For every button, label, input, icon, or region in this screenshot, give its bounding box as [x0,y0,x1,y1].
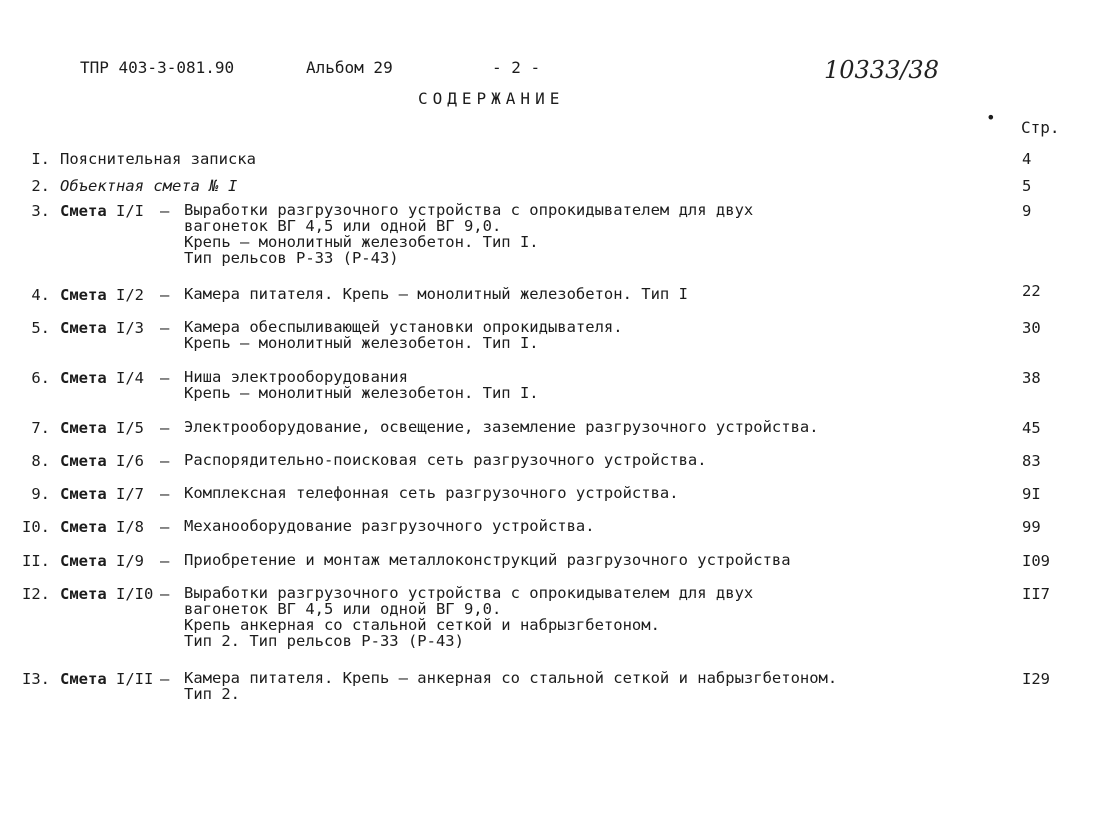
description-line: Тип 2. [184,685,240,703]
description-line: Крепь – монолитный железобетон. Тип I. [184,334,539,352]
description-line: Крепь – монолитный железобетон. Тип I. [184,384,539,402]
description-line: Крепь анкерная со стальной сеткой и набрызгбетоном. [184,616,660,634]
page-number: - 2 - [492,58,541,77]
entry-description [184,452,707,468]
description-line: Камера обеспыливающей установки опрокидывателя. [184,318,623,336]
entry-dash: – [160,319,170,337]
page-title: СОДЕРЖАНИЕ [418,89,565,108]
entry-page-number: 9I [1022,485,1041,503]
entry-label: Смета I/7 [60,485,144,503]
entry-page-number: I09 [1022,552,1050,570]
entry-label: Смета I/4 [60,369,144,387]
entry-page-number: 22 [1022,282,1041,300]
entry-description [184,319,623,351]
entry-label: Смета I/6 [60,452,144,470]
description-line: Распорядительно-поисковая сеть разгрузочного устройства. [184,451,707,469]
entry-number: 9. [31,485,50,503]
entry-page-number: 83 [1022,452,1041,470]
entry-number: I2. [22,585,50,603]
description-line: Электрооборудование, освещение, заземление разгрузочного устройства. [184,418,819,436]
entry-page-number: 4 [1022,150,1032,168]
entry-label: Смета I/II [60,670,154,688]
description-line: вагонеток ВГ 4,5 или одной ВГ 9,0. [184,217,502,235]
entry-dash: – [160,369,170,387]
entry-label: Смета I/5 [60,419,144,437]
entry-page-number: 5 [1022,177,1032,195]
entry-description [184,419,819,435]
entry-description [184,485,679,501]
entry-number: 2. [31,177,50,195]
document-code: ТПР 403-3-081.90 [80,58,235,77]
entry-page-number: I29 [1022,670,1050,688]
entry-label: Смета I/2 [60,286,144,304]
entry-number: 6. [31,369,50,387]
entry-label: Смета I/I [60,202,144,220]
entry-description [184,202,753,266]
entry-number: 7. [31,419,50,437]
description-line: вагонеток ВГ 4,5 или одной ВГ 9,0. [184,600,502,618]
entry-dash: – [160,585,170,603]
description-line: Крепь – монолитный железобетон. Тип I. [184,233,539,251]
entry-dash: – [160,452,170,470]
entry-number: 3. [31,202,50,220]
entry-number: 8. [31,452,50,470]
entry-description [184,518,595,534]
entry-dash: – [160,670,170,688]
entry-number: 4. [31,286,50,304]
entry-page-number: 99 [1022,518,1041,536]
entry-label: Смета I/8 [60,518,144,536]
entry-number: I3. [22,670,50,688]
description-line: Выработки разгрузочного устройства с опрокидывателем для двух [184,201,754,219]
entry-page-number: 38 [1022,369,1041,387]
entry-label: Смета I/9 [60,552,144,570]
entry-label: Пояснительная записка [60,150,256,168]
entry-page-number: II7 [1022,585,1050,603]
entry-description [184,286,688,302]
entry-number: 5. [31,319,50,337]
page-column-header: Стр. [1021,118,1060,137]
entry-number: II. [22,552,50,570]
description-line: Камера питателя. Крепь – монолитный железобетон. Тип I [184,285,688,303]
entry-description [184,670,837,702]
description-line: Механооборудование разгрузочного устройства. [184,517,595,535]
entry-number: I. [31,150,50,168]
entry-page-number: 9 [1022,202,1032,220]
mark: • [986,108,996,127]
description-line: Тип рельсов Р-33 (Р-43) [184,249,399,267]
description-line: Ниша электрооборудования [184,368,408,386]
album-number: Альбом 29 [306,58,393,77]
entry-description [184,585,753,649]
entry-description [184,369,539,401]
entry-dash: – [160,518,170,536]
handwritten-number: 10333/38 [824,56,939,84]
description-line: Выработки разгрузочного устройства с опрокидывателем для двух [184,584,754,602]
entry-dash: – [160,485,170,503]
description-line: Приобретение и монтаж металлоконструкций разгрузочного устройства [184,551,791,569]
entry-label: Объектная смета № I [60,177,238,195]
entry-number: I0. [22,518,50,536]
entry-label: Смета I/I0 [60,585,154,603]
entry-dash: – [160,286,170,304]
entry-dash: – [160,202,170,220]
description-line: Камера питателя. Крепь – анкерная со стальной сеткой и набрызгбетоном. [184,669,838,687]
description-line: Тип 2. Тип рельсов Р-33 (Р-43) [184,632,464,650]
entry-dash: – [160,552,170,570]
entry-dash: – [160,419,170,437]
entry-page-number: 30 [1022,319,1041,337]
description-line: Комплексная телефонная сеть разгрузочного устройства. [184,484,679,502]
entry-label: Смета I/3 [60,319,144,337]
entry-page-number: 45 [1022,419,1041,437]
entry-description [184,552,791,568]
